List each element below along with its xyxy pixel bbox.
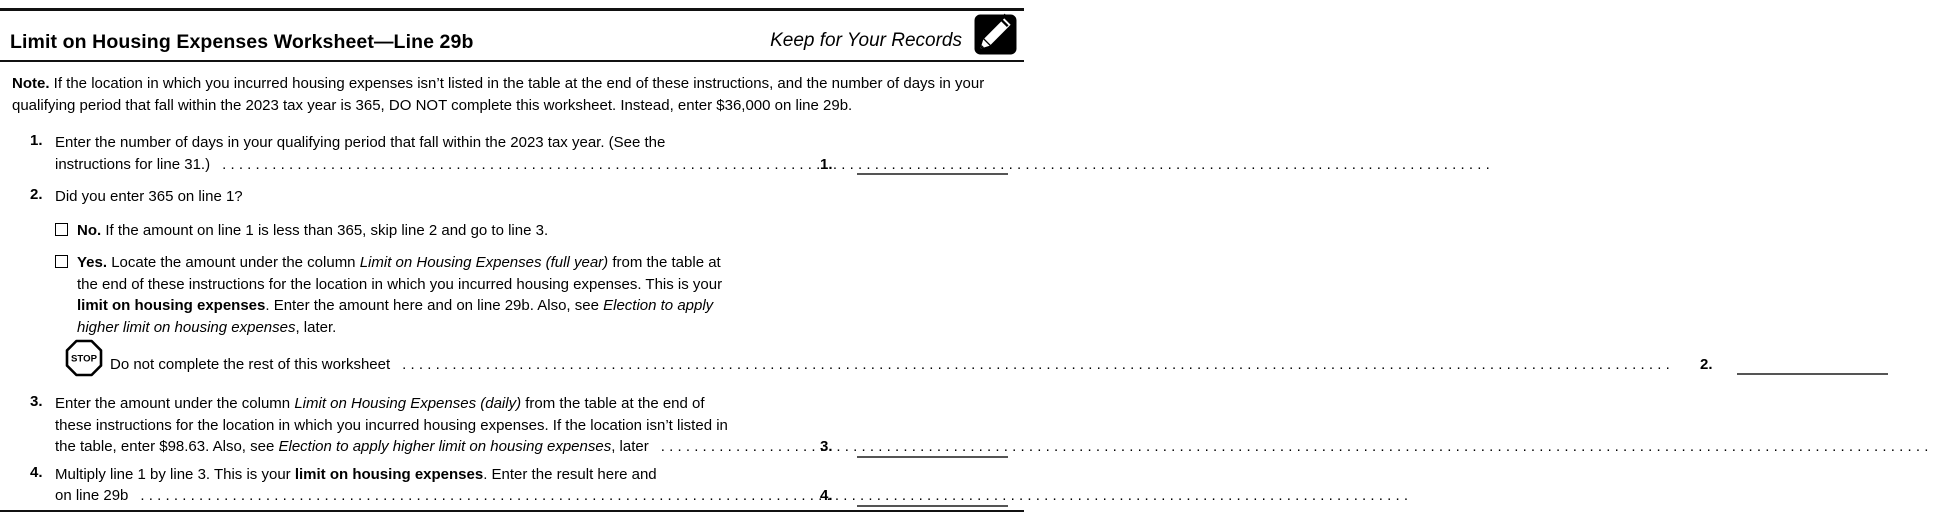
header-right (770, 14, 1017, 60)
yes-option-row (30, 252, 1008, 338)
item3-line3 (55, 436, 1008, 460)
item3-l1a: Enter the amount under the column (55, 395, 295, 412)
item3-text (55, 393, 1008, 460)
pencil-icon (974, 14, 1017, 55)
item4-number: 4. (30, 463, 43, 481)
item4-line2 (55, 485, 1008, 509)
no-checkbox[interactable] (55, 223, 68, 236)
item4-line2-text: on line 29b (55, 487, 129, 504)
no-label: No. (77, 221, 102, 239)
no-option-text (77, 220, 1008, 242)
item4-l1a: Multiply line 1 by line 3. This is your (55, 465, 295, 483)
header-rule (0, 60, 1024, 62)
dot-leader (140, 485, 794, 507)
line4-item (30, 464, 1008, 509)
dot-leader (402, 354, 1674, 376)
top-border (0, 8, 1024, 11)
yes-l1a: Locate the amount under the column (107, 254, 360, 271)
dot-leader (222, 154, 794, 176)
yes-label: Yes. (77, 254, 108, 271)
page-title: Limit on Housing Expenses Worksheet—Line 29b (10, 31, 474, 53)
item1-line2-text: instructions for line 31.) (55, 155, 211, 173)
keep-for-records-label: Keep for Your Records (770, 30, 962, 51)
line3-entry-blank[interactable] (857, 434, 1008, 458)
item1-line2 (55, 154, 1008, 178)
note-paragraph (12, 73, 1010, 116)
item1-line1: Enter the number of days in your qualifying period that fall within the 2023 tax year. (See the (55, 134, 666, 151)
line4-entry-label: 4. (820, 487, 833, 504)
no-option-row (30, 220, 1008, 242)
yes-l3b: . Enter the amount here and on line 29b. Also, see (265, 297, 604, 314)
line2-item (30, 186, 1008, 208)
stop-text: Do not complete the rest of this worksheet (110, 355, 391, 373)
item3-l3b: Election to apply higher limit on housing expenses (278, 438, 612, 455)
yes-option-line3 (77, 295, 1008, 317)
item4-l1c: . Enter the result here and (483, 465, 657, 483)
item3-l3a: the table, enter $98.63. Also, see (55, 438, 279, 455)
yes-checkbox[interactable] (55, 255, 68, 268)
item2-line1: Did you enter 365 on line 1? (55, 188, 243, 205)
worksheet-items (0, 132, 1713, 509)
dot-leader (661, 436, 794, 458)
line2-entry-label: 2. (1700, 355, 1713, 373)
line1-entry-blank[interactable] (857, 152, 1008, 176)
item3-l1c: from the table at the end of (521, 395, 705, 412)
item2-text (55, 186, 1008, 208)
item3-line1 (55, 393, 1008, 415)
item1-number: 1. (30, 132, 43, 149)
line4-entry-blank[interactable] (857, 483, 1008, 507)
item4-line1 (55, 464, 1008, 486)
no-option-line1 (77, 220, 1008, 242)
no-text: If the amount on line 1 is less than 365, skip line 2 and go to line 3. (101, 221, 549, 239)
worksheet-page (0, 6, 1713, 516)
line1-item (30, 132, 1008, 177)
note-label: Note. (12, 75, 50, 92)
yes-option-line4 (77, 317, 1008, 339)
stop-icon (65, 339, 103, 377)
stop-icon-label: STOP (71, 353, 97, 365)
item3-line3-text (55, 436, 649, 458)
stop-line (110, 354, 1888, 378)
line1-entry-label: 1. (820, 155, 833, 173)
yes-l3c: Election to apply (603, 297, 714, 314)
yes-l4b: , later. (295, 318, 337, 336)
yes-l4a: higher limit on housing expenses (77, 318, 296, 336)
item1-text (55, 132, 1008, 177)
item4-text (55, 464, 1008, 509)
item3-l1b: Limit on Housing Expenses (daily) (294, 395, 522, 412)
item3-line2: these instructions for the location in which you incurred housing expenses. If the location isn’t listed in (55, 416, 728, 434)
header (10, 6, 1017, 60)
yes-l1b: Limit on Housing Expenses (full year) (359, 254, 609, 271)
item2-number: 2. (30, 186, 43, 203)
bottom-border (0, 510, 1024, 513)
item4-l1b: limit on housing expenses (294, 465, 484, 483)
yes-l3a: limit on housing expenses (77, 297, 266, 314)
yes-option-line1 (77, 252, 1008, 274)
item3-number: 3. (30, 393, 43, 410)
yes-l1c: from the table at (608, 254, 721, 271)
item3-l3c: , later (611, 438, 649, 455)
line2-entry-blank[interactable] (1737, 352, 1888, 376)
stop-row (30, 339, 1713, 377)
line3-item (30, 393, 1008, 460)
note-text: If the location in which you incurred housing expenses isn’t listed in the table at the end of these instructions, and the number of days in your qualifying period that fall within the 2023 tax year is 365, DO NOT complete this worksheet. Instead, enter $36,000 on line 29b. (12, 75, 985, 114)
line3-entry-label: 3. (820, 438, 833, 455)
yes-option-text (77, 252, 1008, 338)
yes-option-line2: the end of these instructions for the location in which you incurred housing expenses. This is your (77, 275, 723, 293)
